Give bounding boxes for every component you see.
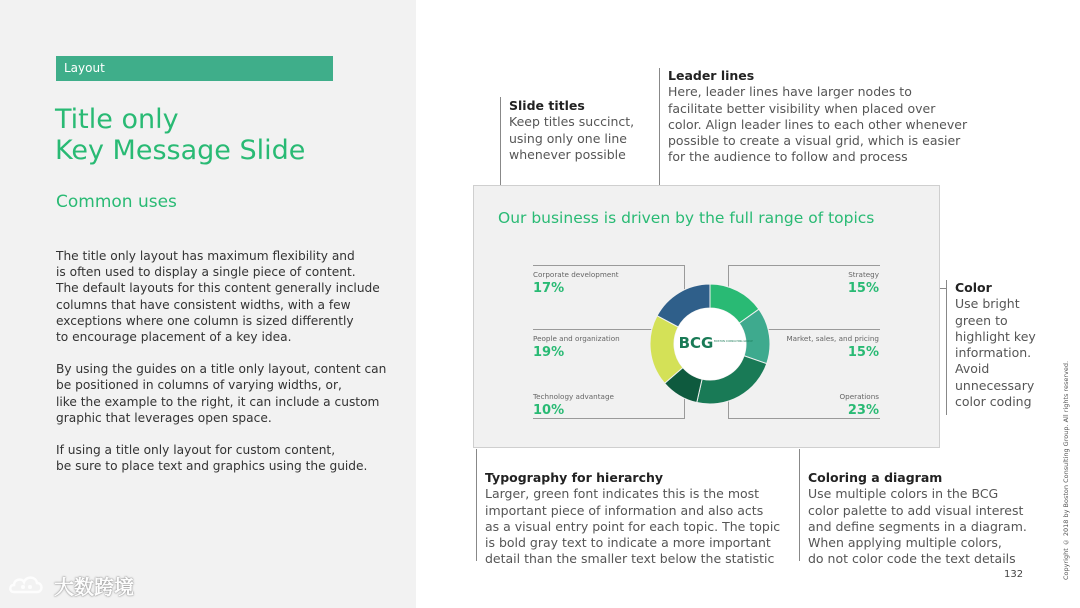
thumbnail-leader-line [728,265,880,266]
leader-line-slide-titles [500,97,501,185]
annotation-text: Here, leader lines have larger nodes to facilitate better visibility when placed over color. Align leader lines to each other whenever possible to create a visual grid, which is easier for the audience to follow and process [668,84,968,165]
annotation-typography [485,470,785,568]
page-title-line2: Key Message Slide [55,135,306,166]
stat-value: 15% [847,281,879,296]
annotation-title: Color [955,280,992,295]
left-body [56,248,396,490]
annotation-title: Slide titles [509,98,585,113]
thumbnail-leader-line [533,418,685,419]
thumbnail-leader-line [764,329,880,330]
leader-line-coloring [799,449,800,561]
thumbnail-leader-line [728,418,880,419]
annotation-title: Typography for hierarchy [485,470,664,485]
watermark-text: 大数跨境 [54,574,134,599]
watermark [8,570,134,600]
leader-line-typography [476,449,477,561]
page-title [55,104,305,166]
stat-value: 15% [847,345,879,360]
annotation-coloring [808,470,1048,568]
annotation-text: Keep titles succinct, using only one line whenever possible [509,114,635,162]
stat-label: Operations [839,392,879,401]
annotation-slide-titles [509,98,659,163]
annotation-color [955,280,1050,410]
section-subtitle: Common uses [56,192,177,212]
page-number: 132 [1004,569,1024,580]
bcg-logo-text: BCG [678,334,714,352]
stat-label: Corporate development [533,270,619,279]
bcg-logo-subtext: BOSTON CONSULTING GROUP [714,340,753,343]
stat-label: People and organization [533,334,620,343]
leader-tick-color [940,288,947,289]
slide-thumbnail [473,185,940,448]
stat-value: 17% [533,281,565,296]
thumbnail-title: Our business is driven by the full range of topics [498,209,875,227]
body-paragraph-2: By using the guides on a title only layout, content can be positioned in columns of varying widths, or, like the example to the right, it can include a custom graphic that leverages open space. [56,362,387,425]
donut-diagram [648,282,772,406]
stat-label: Strategy [848,270,879,279]
stat-value: 23% [847,403,879,418]
copyright-text: Copyright © 2018 by Boston Consulting Group. All rights reserved. [1062,360,1070,580]
stat-value: 19% [533,345,565,360]
left-panel [0,0,416,608]
stat-value: 10% [533,403,565,418]
page-title-line1: Title only [55,104,179,135]
layout-tag: Layout [56,56,333,81]
stat-label: Technology advantage [533,392,614,401]
annotation-text: Larger, green font indicates this is the most important piece of information and also acts as a visual entry point for each topic. The topic is bold gray text to indicate a more important detail than the smaller text below the statistic [485,486,781,567]
body-paragraph-1: The title only layout has maximum flexibility and is often used to display a single piece of content. The default layouts for this content generally include columns that have consistent widths, with a few exceptions where one column is sized differently to encourage placement of a key idea. [56,249,380,345]
leader-line-color [946,280,947,415]
annotation-title: Leader lines [668,68,755,83]
thumbnail-leader-line [533,265,685,266]
leader-line-leader-lines [659,68,660,185]
body-paragraph-3: If using a title only layout for custom content, be sure to place text and graphics using the guide. [56,443,368,474]
thumbnail-leader-line [533,329,659,330]
stat-label: Market, sales, and pricing [786,334,879,343]
annotation-title: Coloring a diagram [808,470,943,485]
annotation-leader-lines [668,68,968,166]
cloud-logo-icon [8,572,48,598]
annotation-text: Use bright green to highlight key information. Avoid unnecessary color coding [955,296,1036,410]
annotation-text: Use multiple colors in the BCG color palette to add visual interest and define segments in a diagram. When applying multiple colors, do not color code the text details [808,486,1027,567]
